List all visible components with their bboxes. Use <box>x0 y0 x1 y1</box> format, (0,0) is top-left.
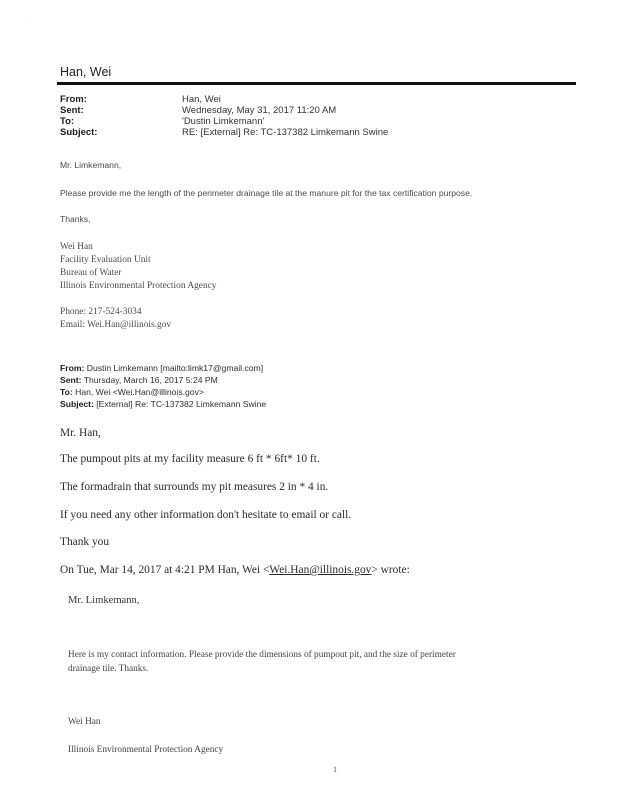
forwarded-sent-row <box>60 374 266 386</box>
forwarded-line-formadrain: The formadrain that surrounds my pit measures 2 in * 4 in. <box>60 481 329 493</box>
sender-name-title: Han, Wei <box>60 65 112 79</box>
forwarded-subject-row <box>60 398 266 410</box>
title-divider <box>57 82 576 85</box>
wrote-email-link[interactable]: Wei.Han@illinois.gov <box>269 564 372 576</box>
header-sent-label: Sent: <box>60 105 84 116</box>
signature-unit: Facility Evaluation Unit <box>60 255 151 265</box>
header-from-value: Han, Wei <box>182 94 221 105</box>
forwarded-from-row <box>60 362 266 374</box>
quoted-greeting: Mr. Limkemann, <box>68 595 140 606</box>
page-number: 1 <box>333 765 337 774</box>
quoted-signature-agency: Illinois Environmental Protection Agency <box>68 745 224 755</box>
header-to-value: 'Dustin Limkemann' <box>182 116 265 127</box>
forwarded-subject-label: Subject: <box>60 399 94 409</box>
reply-thanks: Thanks, <box>60 214 91 224</box>
quoted-body-line-1: Here is my contact information. Please provide the dimensions of pumpout pit, and the size of perimeter <box>68 650 456 660</box>
forwarded-to-value: Han, Wei <Wei.Han@illinois.gov> <box>75 387 204 397</box>
forwarded-line-pits: The pumpout pits at my facility measure 6 ft * 6ft* 10 ft. <box>60 453 320 465</box>
forwarded-sent-value: Thursday, March 16, 2017 5:24 PM <box>83 375 218 385</box>
quoted-body-line-2: drainage tile. Thanks. <box>68 664 149 674</box>
header-subject-value: RE: [External] Re: TC-137382 Limkemann Swine <box>182 127 389 138</box>
forwarded-line-contact: If you need any other information don't hesitate to email or call. <box>60 509 352 521</box>
scan-artifact: · <box>28 18 31 25</box>
header-subject-label: Subject: <box>60 127 98 138</box>
signature-phone: Phone: 217-524-3034 <box>60 307 142 317</box>
reply-contact <box>60 306 171 332</box>
forwarded-greeting: Mr. Han, <box>60 427 101 439</box>
reply-body: Please provide me the length of the perimeter drainage tile at the manure pit for the tax certification purpose. <box>60 188 473 198</box>
forwarded-subject-value: [External] Re: TC-137382 Limkemann Swine <box>96 399 267 409</box>
wrote-suffix: > wrote: <box>371 564 410 576</box>
quoted-body <box>68 648 456 676</box>
header-from-label: From: <box>60 94 87 105</box>
forwarded-from-value: Dustin Limkemann [mailto:limk17@gmail.com] <box>86 363 264 373</box>
reply-greeting: Mr. Limkemann, <box>60 160 122 170</box>
forwarded-to-label: To: <box>60 387 73 397</box>
signature-agency: Illinois Environmental Protection Agency <box>60 281 217 291</box>
quoted-signature-name: Wei Han <box>68 717 101 727</box>
signature-email: Email: Wei.Han@illinois.gov <box>60 320 172 330</box>
header-to-label: To: <box>60 116 75 127</box>
signature-name: Wei Han <box>60 242 93 252</box>
forwarded-sent-label: Sent: <box>60 375 82 385</box>
forwarded-wrote-line <box>60 564 410 576</box>
wrote-prefix: On Tue, Mar 14, 2017 at 4:21 PM Han, Wei < <box>60 564 270 576</box>
signature-bureau: Bureau of Water <box>60 268 122 278</box>
forwarded-to-row <box>60 386 266 398</box>
forwarded-from-label: From: <box>60 363 85 373</box>
forwarded-closing: Thank you <box>60 536 110 548</box>
reply-signature <box>60 241 216 293</box>
header-sent-value: Wednesday, May 31, 2017 11:20 AM <box>182 105 337 116</box>
forwarded-header <box>60 362 266 410</box>
